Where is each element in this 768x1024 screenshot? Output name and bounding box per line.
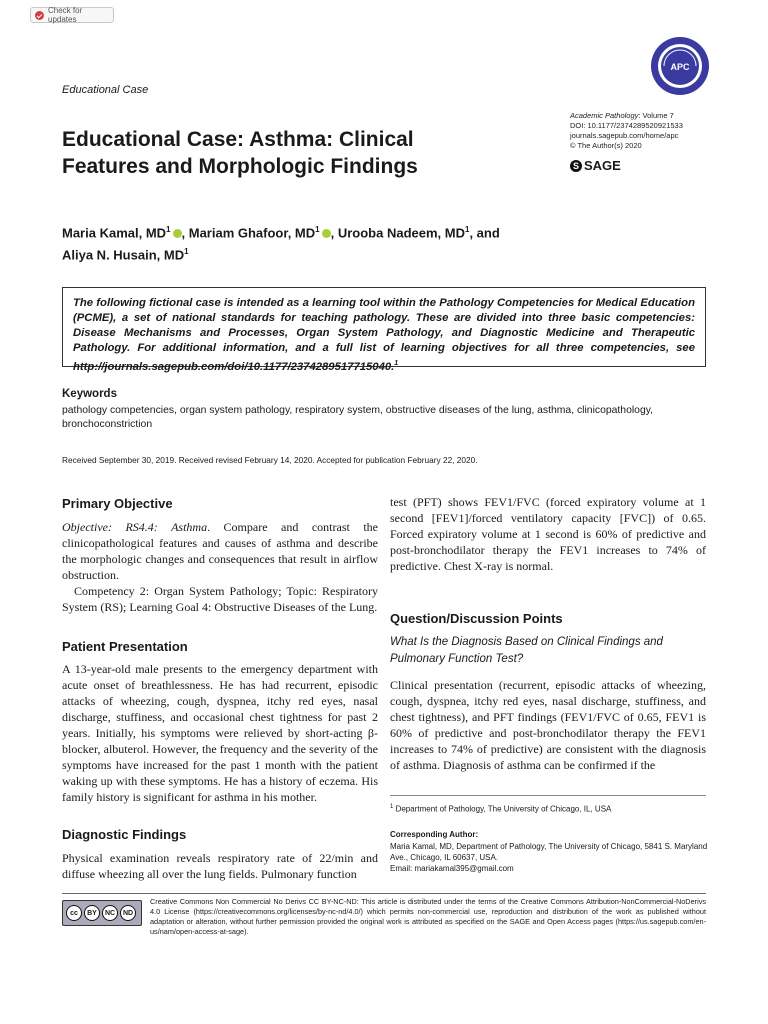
patient-presentation-text: A 13-year-old male presents to the emergency department with acute onset of breathlessness. He has had recurrent, episodic attacks of wheezing, cough, dyspnea, itchy red eyes, nasal discharge, stuffiness, and occasional chest tightness for past 2 years. Initially, his symptoms were relieved by short-acting β-blocker, albuterol. However, the frequency and the severity of the symptoms have increased for the past 1 month with the patient waking up with these symptoms. He has a history of eczema. His family history is significant for asthma in his mother. xyxy=(62,662,378,804)
pcme-note-box xyxy=(62,287,706,373)
primary-objective-body xyxy=(62,519,378,615)
answer-text: Clinical presentation (recurrent, episodic attacks of wheezing, cough, dyspnea, itchy red eyes, nasal discharge, stuffiness, and chest tightness), and PFT findings (FEV1/FVC of 0.65, FEV1 is 60% of predictive and post-bronchodilator therapy the FEV1 increases to 74% of predictive) are consistent with the diagnosis of asthma. Diagnosis of asthma can be confirmed if the xyxy=(390,678,706,772)
question-heading: Question/Discussion Points xyxy=(390,611,563,626)
keywords-list: pathology competencies, organ system pathology, respiratory system, obstructive diseases of the lung, asthma, clinicopathology, bronchoconstriction xyxy=(62,405,654,430)
journal-name: Academic Pathology xyxy=(570,111,639,120)
sage-name: SAGE xyxy=(584,158,621,173)
corresponding-label: Corresponding Author: xyxy=(390,830,479,839)
affiliation-sup: 1 xyxy=(390,804,394,810)
check-for-updates-button[interactable] xyxy=(30,7,114,23)
apc-logo-icon xyxy=(650,36,710,96)
diagnostic-findings-heading: Diagnostic Findings xyxy=(62,827,187,842)
objective-text: . Compare and contrast the clinicopathological features and causes of asthma and describe the morphologic changes and consequences that result in airflow obstruction. xyxy=(62,520,378,582)
author-affiliation-sup: 1 xyxy=(464,225,470,234)
author-name: Mariam Ghafoor, MD xyxy=(188,225,316,241)
corresponding-email[interactable]: Email: mariakamal395@gmail.com xyxy=(390,864,514,873)
journal-volume: : Volume 7 xyxy=(638,111,674,120)
pft-continued-text: test (PFT) shows FEV1/FVC (forced expiratory volume at 1 second [FEV1]/forced ventilatory capacity [FVC]) of 0.65. Forced expiratory volume at 1 second is 60% of predictive and post-bronchodilator therapy the FEV1 increases to 74% of predictive. Chest X-ray is normal. xyxy=(390,495,706,573)
author-list xyxy=(62,220,702,265)
sage-s-icon: S xyxy=(570,160,582,172)
author-name: Urooba Nadeem, MD xyxy=(337,225,465,241)
cc-license-badge[interactable] xyxy=(62,900,142,926)
objective-label: Objective: RS4.4: Asthma xyxy=(62,520,208,534)
check-updates-label: Check for updates xyxy=(48,6,83,24)
corresponding-text: Maria Kamal, MD, Department of Pathology, The University of Chicago, 5841 S. Maryland Ave., Chicago, IL 60637, USA. xyxy=(390,842,708,862)
author-name: Aliya N. Husain, MD xyxy=(62,247,185,263)
pcme-note-text: The following fictional case is intended as a learning tool within the Pathology Competencies for Medical Education (PCME), a set of national standards for teaching pathology. These are divided into three basic competencies: Disease Mechanisms and Processes, Organ System Pathology, and Diagnostic Medicine and Therapeutic Pathology. For additional information, and a full list of learning objectives for all three competencies, see http://journals.sagepub.com/doi/10.1177/2374289517715040. xyxy=(73,297,695,373)
copyright: © The Author(s) 2020 xyxy=(570,141,642,150)
nd-icon: ND xyxy=(120,905,136,921)
by-icon: BY xyxy=(84,905,100,921)
competency-text: Competency 2: Organ System Pathology; Topic: Respiratory System (RS); Learning Goal 4: Obstructive Diseases of the Lung. xyxy=(62,584,378,614)
publication-dates: Received September 30, 2019. Received revised February 14, 2020. Accepted for publication February 22, 2020. xyxy=(62,455,478,465)
check-updates-icon xyxy=(35,11,44,20)
sage-logo xyxy=(570,158,621,173)
affiliation-footnote xyxy=(390,802,710,815)
affiliation-text: Department of Pathology, The University of Chicago, IL, USA xyxy=(393,804,612,814)
author-affiliation-sup: 1 xyxy=(166,225,171,234)
author-affiliation-sup: 1 xyxy=(184,247,189,257)
pcme-note-sup: 1 xyxy=(394,360,399,367)
primary-objective-heading: Primary Objective xyxy=(62,496,173,511)
nc-icon: NC xyxy=(102,905,118,921)
author-separator: , xyxy=(330,225,338,241)
author-separator: , and xyxy=(469,225,500,241)
author-affiliation-sup: 1 xyxy=(315,225,320,234)
doi: DOI: 10.1177/2374289520921533 xyxy=(570,121,683,130)
author-name: Maria Kamal, MD xyxy=(62,225,167,241)
footnote-divider xyxy=(390,795,706,796)
journal-url[interactable]: journals.sagepub.com/home/apc xyxy=(570,131,679,140)
orcid-icon[interactable] xyxy=(322,229,331,238)
keywords-heading: Keywords xyxy=(62,388,117,400)
question-subheading: What Is the Diagnosis Based on Clinical Findings and Pulmonary Function Test? xyxy=(390,636,663,665)
license-divider xyxy=(62,893,706,894)
orcid-icon[interactable] xyxy=(173,229,182,238)
patient-presentation-heading: Patient Presentation xyxy=(62,639,188,654)
apc-logo-text: APC xyxy=(670,62,690,72)
diagnostic-findings-text: Physical examination reveals respiratory rate of 22/min and diffuse wheezing all over the lung fields. Pulmonary function xyxy=(62,851,378,881)
journal-meta xyxy=(570,111,683,151)
author-separator: , xyxy=(181,225,189,241)
license-text: Creative Commons Non Commercial No Derivs CC BY-NC-ND: This article is distributed under the terms of the Creative Commons Attribution-NonCommercial-NoDerivs 4.0 License (https://creativecommons.org/licenses/by-nc-nd/4.0/) which permits non-commercial use, reproduction and distribution of the work as published without adaptation or alteration, without further permission provided the original work is attributed as specified on the SAGE and Open Access pages (https://us.sagepub.com/en-us/nam/open-access-at-sage). xyxy=(150,897,706,936)
cc-icon: cc xyxy=(66,905,82,921)
article-title: Educational Case: Asthma: Clinical Features and Morphologic Findings xyxy=(62,128,418,178)
section-label: Educational Case xyxy=(62,84,149,96)
